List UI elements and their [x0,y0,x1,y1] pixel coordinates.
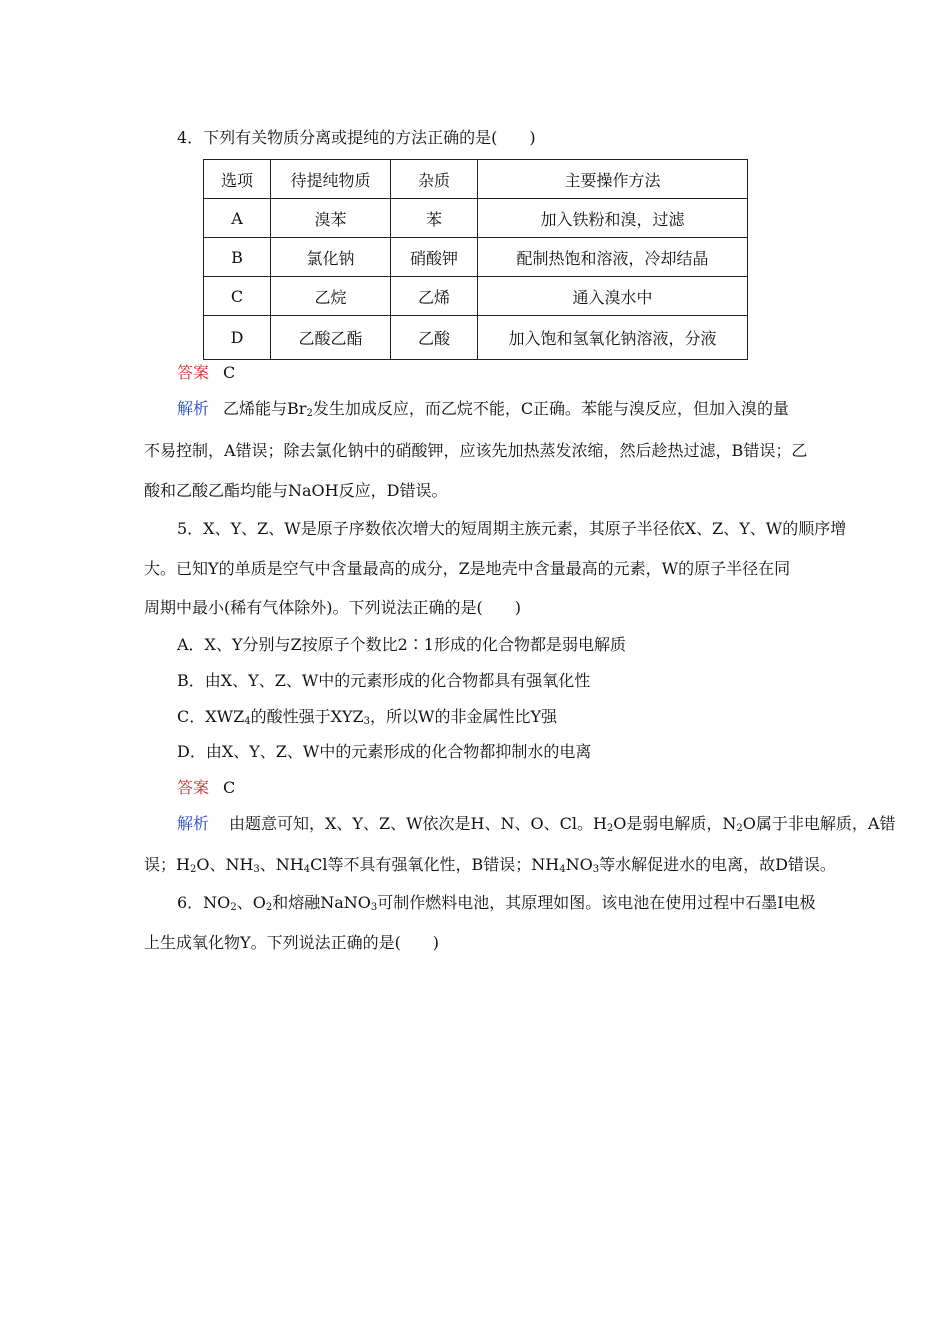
table-cell: 乙酸 [391,316,478,360]
q5-option-c [177,709,557,725]
subscript: 3 [370,902,378,913]
table-header-row [204,160,748,199]
q5-answer [177,780,235,796]
analysis-text: O、NH [196,855,254,874]
q4-answer [177,365,235,381]
analysis-text: 发生加成反应，而乙烷不能，C正确。苯能与溴反应，但加入溴的量 [312,399,790,418]
subscript: 2 [606,823,614,834]
subscript: 2 [230,902,237,913]
analysis-text: 误；H [144,855,190,874]
table-cell: A [204,199,271,238]
q6-stem-line-2: 上生成氧化物Y。下列说法正确的是( ) [144,933,440,952]
option-text: ，所以W的非金属性比Y强 [370,707,558,726]
table-cell: 氯化钠 [271,238,391,277]
table-cell: 乙烷 [271,277,391,316]
q5-stem-line-2: 大。已知Y的单质是空气中含量最高的成分，Z是地壳中含量最高的元素，W的原子半径在同 [144,559,791,578]
subscript: 4 [559,864,566,875]
q6-stem-line-1 [177,895,816,911]
analysis-label: 解析 [177,814,210,833]
table-cell: 溴苯 [271,199,391,238]
table-cell: C [204,277,271,316]
stem-text: 和熔融NaNO [272,893,371,912]
table-row [204,199,748,238]
q5-option-a: A．X、Y分别与Z按原子个数比2∶1形成的化合物都是弱电解质 [177,635,626,654]
stem-text: 6．NO [177,893,231,912]
analysis-text: Cl等不具有强氧化性，B错误；NH [310,855,560,874]
subscript: 3 [363,716,371,727]
analysis-text: NO [565,855,593,874]
table-cell: 乙酸乙酯 [271,316,391,360]
q4-analysis-line-3: 酸和乙酸乙酯均能与NaOH反应，D错误。 [144,481,448,500]
answer-label: 答案 [177,363,210,382]
analysis-text: 乙烯能与Br [223,399,307,418]
table-row [204,277,748,316]
analysis-text: 由题意可知，X、Y、Z、W依次是H、N、O、Cl。H [229,814,607,833]
table-header: 待提纯物质 [271,160,391,199]
table-header: 杂质 [391,160,478,199]
table-cell: 苯 [391,199,478,238]
analysis-text: O属于非电解质，A错 [742,814,896,833]
subscript: 3 [592,864,600,875]
q4-analysis-line-2: 不易控制，A错误；除去氯化钠中的硝酸钾，应该先加热蒸发浓缩，然后趁热过滤，B错误；乙 [144,441,808,460]
answer-value: C [223,778,236,797]
table-cell: 配制热饱和溶液，冷却结晶 [478,238,748,277]
table-cell: D [204,316,271,360]
answer-value: C [223,363,236,382]
q4-analysis-line-1 [177,401,789,417]
table-row [204,316,748,360]
subscript: 3 [253,864,260,875]
table-cell: 乙烯 [391,277,478,316]
option-text: C．XWZ [177,707,245,726]
table-cell: 加入饱和氢氧化钠溶液，分液 [478,316,748,360]
q5-option-d: D．由X、Y、Z、W中的元素形成的化合物都抑制水的电离 [177,742,592,761]
q4-table [203,159,748,360]
table-header: 主要操作方法 [478,160,748,199]
analysis-text: 、NH [259,855,304,874]
q5-stem-line-3: 周期中最小(稀有气体除外)。下列说法正确的是( ) [144,598,521,617]
table-cell: 硝酸钾 [391,238,478,277]
q5-stem-line-1: 5．X、Y、Z、W是原子序数依次增大的短周期主族元素，其原子半径依X、Z、Y、W的顺序增 [177,519,847,538]
analysis-text: O是弱电解质，N [613,814,737,833]
subscript: 4 [303,864,311,875]
stem-text: 、O [236,893,266,912]
answer-label: 答案 [177,778,210,797]
q5-analysis-line-1 [177,816,895,832]
q5-analysis-line-2 [144,857,836,873]
subscript: 2 [265,902,273,913]
table-header: 选项 [204,160,271,199]
stem-text: 可制作燃料电池，其原理如图。该电池在使用过程中石墨Ⅰ电极 [377,893,816,912]
subscript: 2 [736,823,743,834]
subscript: 4 [244,716,251,727]
table-row [204,238,748,277]
analysis-text: 等水解促进水的电离，故D错误。 [599,855,836,874]
subscript: 2 [189,864,197,875]
q4-stem: 4．下列有关物质分离或提纯的方法正确的是( ) [177,128,536,147]
q5-option-b: B．由X、Y、Z、W中的元素形成的化合物都具有强氧化性 [177,671,591,690]
table-cell: 加入铁粉和溴，过滤 [478,199,748,238]
table-cell: 通入溴水中 [478,277,748,316]
option-text: 的酸性强于XYZ [250,707,364,726]
analysis-label: 解析 [177,399,210,418]
subscript: 2 [306,408,313,419]
table-cell: B [204,238,271,277]
